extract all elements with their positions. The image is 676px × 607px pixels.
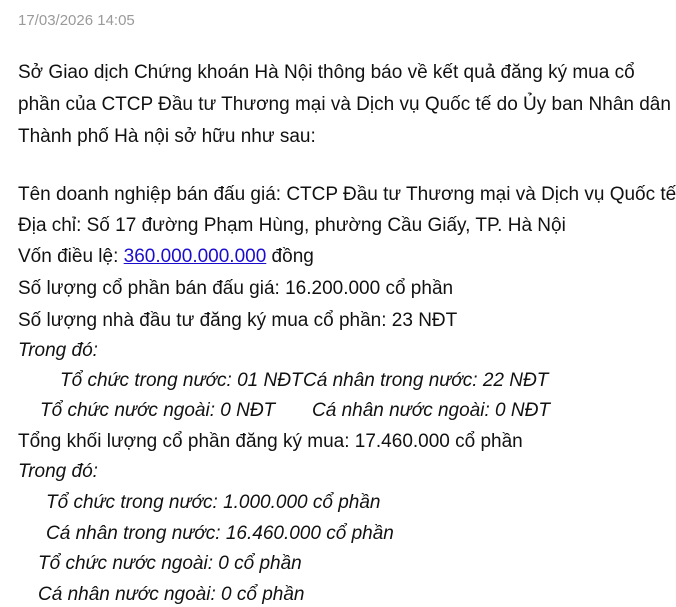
share-breakdown-item: Tổ chức nước ngoài: 0 cổ phần (38, 553, 302, 574)
in-which-label-2: Trong đó: (18, 461, 98, 482)
intro-line-1: Sở Giao dịch Chứng khoán Hà Nội thông báo về kết quả đăng ký mua cổ (18, 62, 635, 83)
share-breakdown-item: Cá nhân nước ngoài: 0 cổ phần (38, 584, 305, 605)
investor-domestic-org: Tổ chức trong nước: 01 NĐT (60, 370, 303, 391)
timestamp: 17/03/2026 14:05 (18, 12, 135, 29)
address-line: Địa chỉ: Số 17 đường Phạm Hùng, phường Cầu Giấy, TP. Hà Nội (18, 215, 566, 236)
intro-line-2: phần của CTCP Đầu tư Thương mại và Dịch vụ Quốc tế do Ủy ban Nhân dân (18, 94, 671, 115)
in-which-label: Trong đó: (18, 340, 98, 361)
investor-foreign-org: Tổ chức nước ngoài: 0 NĐT (40, 400, 276, 421)
shares-offered-line: Số lượng cổ phần bán đấu giá: 16.200.000 cổ phần (18, 278, 454, 299)
investor-domestic-ind: Cá nhân trong nước: 22 NĐT (303, 370, 549, 391)
charter-capital-link[interactable]: 360.000.000.000 (123, 246, 267, 267)
intro-line-3: Thành phố Hà nội sở hữu như sau: (18, 126, 316, 147)
investor-foreign-ind: Cá nhân nước ngoài: 0 NĐT (312, 400, 550, 421)
share-breakdown-item: Tổ chức trong nước: 1.000.000 cổ phần (46, 492, 381, 513)
share-breakdown-item: Cá nhân trong nước: 16.460.000 cổ phần (46, 523, 394, 544)
charter-capital-line (18, 246, 314, 269)
investor-count-line: Số lượng nhà đầu tư đăng ký mua cổ phần: 23 NĐT (18, 310, 458, 331)
company-name-line: Tên doanh nghiệp bán đấu giá: CTCP Đầu tư Thương mại và Dịch vụ Quốc tế (18, 184, 676, 205)
charter-capital-unit: đồng (266, 246, 314, 267)
total-shares-line: Tổng khối lượng cổ phần đăng ký mua: 17.460.000 cổ phần (18, 431, 523, 452)
charter-capital-label: Vốn điều lệ: (18, 246, 124, 267)
